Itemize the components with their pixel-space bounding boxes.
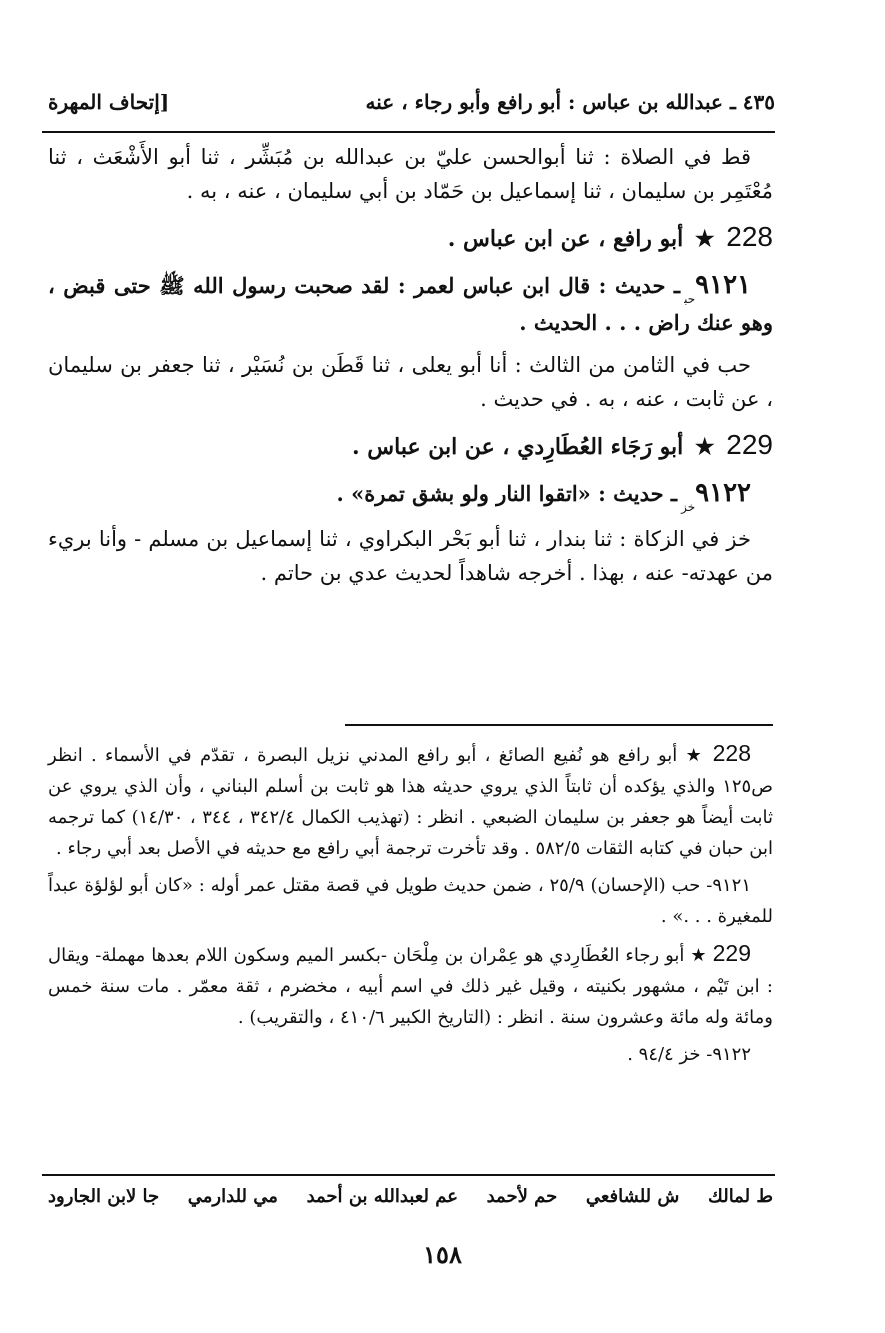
abbreviation-item: ش للشافعي [585,1186,680,1207]
footnote-229-text: أبو رجاء العُطَارِدي هو عِمْران بن مِلْحَان -بكسر الميم وسكون اللام بعدها مهملة- ويقال : ابن تَيْم ، مشهور بكنيته ، وقيل غير ذلك في اسم أبيه ، مخضرم ، ثقة معمّر . مات سنة خمس ومائة وله مائة وعشرون سنة . انظر : (التاريخ الكبير ٤١٠/٦ ، والتقريب) . [48,945,773,1028]
footnote-separator [345,724,773,726]
abbreviation-item: مي للدارمي [187,1186,278,1207]
hadith-9121-text: ـ حديث : قال ابن عباس لعمر : لقد صحبت رسول الله ﷺ حتى قبض ، وهو عنك راض . . . الحديث . [48,273,773,335]
abbreviation-item: حم لأحمد [486,1186,558,1207]
abbreviations-rule [42,1174,775,1176]
hadith-9122-text: ـ حديث : «اتقوا النار ولو بشق تمرة» . [336,481,678,506]
footnote-229 [48,938,773,1033]
running-head [48,82,775,122]
footnotes [48,738,773,1076]
footnote-228-number: 228 [712,740,751,766]
section-228-number: 228 [726,221,773,252]
section-229-number: 229 [726,429,773,460]
footnote-228 [48,738,773,864]
section-229-heading [48,426,773,466]
hadith-9122-siglum: خز [681,500,696,514]
section-228-title: أبو رافع ، عن ابن عباس . [447,226,684,252]
abbreviation-item: جا لابن الجارود [48,1186,160,1207]
footnote-229-number: 229 [712,940,751,966]
hadith-9121-number: ٩١٢١ [695,270,751,300]
star-icon: ★ [694,226,715,252]
paragraph-3: خز في الزكاة : ثنا بندار ، ثنا أبو بَحْر البكراوي ، ثنا إسماعيل بن مسلم - وأنا بريء من عهدته- عنه ، بهذا . أخرجه شاهداً لحديث عدي بن حاتم . [48,527,773,585]
footnote-9122: ٩١٢٢- خز ٩٤/٤ . [627,1044,751,1065]
footnote-228-text: أبو رافع هو نُفيع الصائغ ، أبو رافع المدني نزيل البصرة ، تقدّم في الأسماء . انظر ص١٢٥ والذي يؤكده أن ثابتاً الذي يروي حديثه هذا هو ثابت بن أسلم البناني ، وأن الذي يروي عن ثابت أيضاً هو جعفر بن سليمان الضبعي . انظر : (تهذيب الكمال ٣٤٢/٤ ، ٣٤٤ ، ١٤/٣٠) كما ترجمه ابن حبان في كتابه الثقات ٥٨٢/٥ . وقد تأخرت ترجمة أبي رافع مع حديثه في الأصل بعد أبي رجاء . [48,745,773,859]
running-head-book: [إتحاف المهرة [48,90,170,114]
hadith-9122-number: ٩١٢٢ [695,478,751,508]
section-228-heading [48,218,773,258]
paragraph-1: قط في الصلاة : ثنا أبوالحسن عليّ بن عبدالله بن مُبَشِّر ، ثنا أبو الأَشْعَث ، ثنا مُعْتَمِر بن سليمان ، ثنا إسماعيل بن حَمّاد بن أبي سليمان ، عنه ، به . [48,145,773,203]
star-icon: ★ [694,434,715,460]
abbreviation-item: عم لعبدالله بن أحمد [306,1186,458,1207]
star-icon: ★ [685,745,705,766]
running-head-title: ٤٣٥ ـ عبدالله بن عباس : أبو رافع وأبو رجاء ، عنه [365,90,775,114]
hadith-9121-siglum: حب [684,292,696,306]
paragraph-2: حب في الثامن من الثالث : أنا أبو يعلى ، ثنا قَطَن بن نُسَيْر ، ثنا جعفر بن سليمان ، عن ثابت ، عنه ، به . في حديث . [48,353,773,411]
header-rule [42,131,775,133]
footnote-9121: ٩١٢١- حب (الإحسان) ٢٥/٩ ، ضمن حديث طويل في قصة مقتل عمر أوله : «كان أبو لؤلؤة عبداً للمغيرة . . .» . [48,875,773,927]
main-text [48,140,773,600]
hadith-9122 [48,476,773,514]
hadith-9121 [48,268,773,340]
star-icon: ★ [690,945,707,966]
abbreviation-item: ط لمالك [708,1186,773,1207]
abbreviations-key [48,1186,773,1207]
page-number: ١٥٨ [423,1240,462,1269]
section-229-title: أبو رَجَاء العُطَارِدي ، عن ابن عباس . [351,434,684,460]
